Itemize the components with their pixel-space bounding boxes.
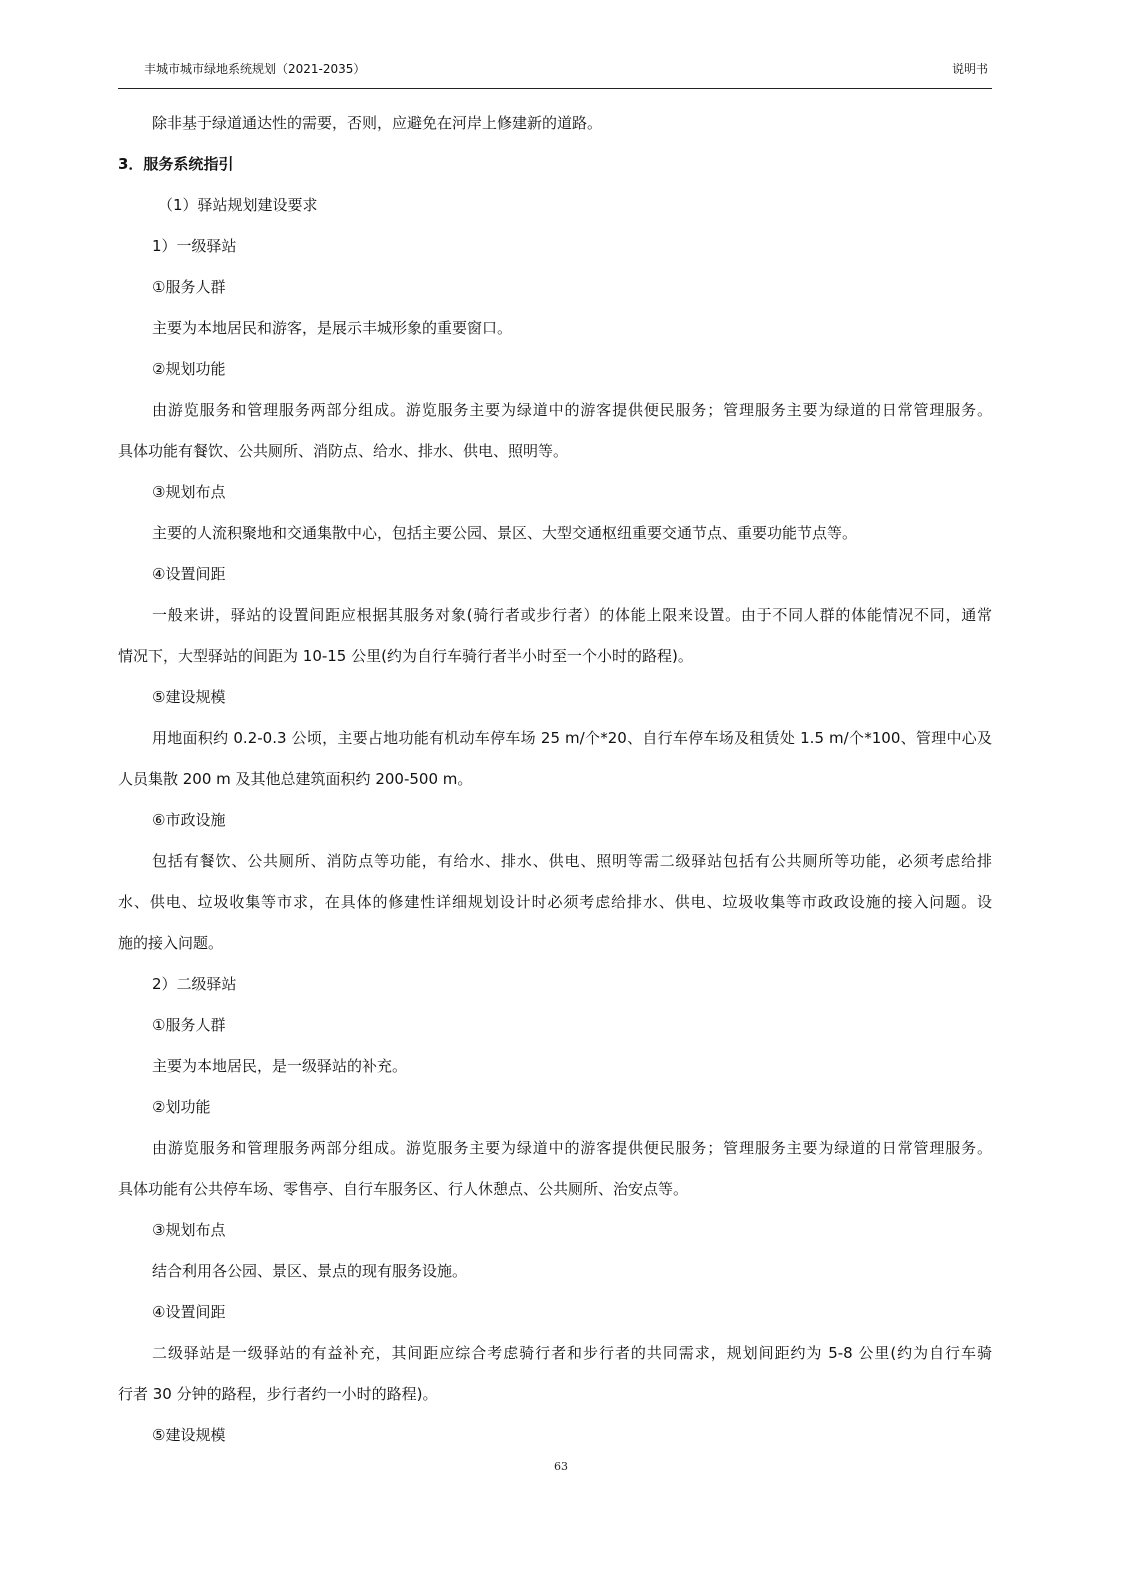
item-subheading: ⑤建设规模 — [152, 1426, 226, 1444]
document-type: 说明书 — [951, 62, 988, 76]
item-subheading: ⑤建设规模 — [152, 688, 226, 706]
paragraph-continuation: 情况下，大型驿站的间距为 10-15 公里(约为自行车骑行者半小时至一个小时的路程)。 — [118, 647, 693, 665]
item-heading: 2）二级驿站 — [152, 975, 237, 993]
item-subheading: ②划功能 — [152, 1098, 211, 1116]
document-title: 丰城市城市绿地系统规划（2021-2035） — [144, 62, 366, 76]
paragraph: 主要为本地居民，是一级驿站的补充。 — [152, 1057, 408, 1075]
paragraph-continuation: 施的接入问题。 — [118, 934, 224, 952]
item-subheading: ③规划布点 — [152, 483, 226, 501]
paragraph: 结合利用各公园、景区、景点的现有服务设施。 — [152, 1262, 468, 1280]
paragraph-continuation: 行者 30 分钟的路程，步行者约一小时的路程)。 — [118, 1385, 438, 1403]
paragraph: 主要为本地居民和游客，是展示丰城形象的重要窗口。 — [152, 319, 513, 337]
paragraph: 由游览服务和管理服务两部分组成。游览服务主要为绿道中的游客提供便民服务；管理服务主要为绿道的日常管理服务。 — [152, 401, 992, 419]
item-subheading: ③规划布点 — [152, 1221, 226, 1239]
paragraph-continuation: 水、供电、垃圾收集等市求，在具体的修建性详细规划设计时必须考虑给排水、供电、垃圾收集等市政政设施的接入问题。设 — [118, 893, 992, 911]
item-subheading: ②规划功能 — [152, 360, 226, 378]
page-body — [118, 103, 992, 1456]
item-subheading: ④设置间距 — [152, 565, 226, 583]
paragraph: 用地面积约 0.2-0.3 公顷，主要占地功能有机动车停车场 25 m/个*20、自行车停车场及租赁处 1.5 m/个*100、管理中心及 — [152, 729, 992, 747]
paragraph: 包括有餐饮、公共厕所、消防点等功能，有给水、排水、供电、照明等需二级驿站包括有公共厕所等功能，必须考虑给排 — [152, 852, 992, 870]
paragraph: 由游览服务和管理服务两部分组成。游览服务主要为绿道中的游客提供便民服务；管理服务主要为绿道的日常管理服务。 — [152, 1139, 992, 1157]
item-subheading: ①服务人群 — [152, 1016, 226, 1034]
paragraph-continuation: 具体功能有公共停车场、零售亭、自行车服务区、行人休憩点、公共厕所、治安点等。 — [118, 1180, 689, 1198]
page-header — [118, 52, 992, 89]
item-subheading: ④设置间距 — [152, 1303, 226, 1321]
item-subheading: ①服务人群 — [152, 278, 226, 296]
item-subheading: ⑥市政设施 — [152, 811, 226, 829]
paragraph-continuation: 具体功能有餐饮、公共厕所、消防点、给水、排水、供电、照明等。 — [118, 442, 569, 460]
paragraph: 一般来讲，驿站的设置间距应根据其服务对象(骑行者或步行者）的体能上限来设置。由于不同人群的体能情况不同，通常 — [152, 606, 992, 624]
item-heading: 1）一级驿站 — [152, 237, 237, 255]
section-heading: 3．服务系统指引 — [118, 155, 234, 173]
paragraph: 二级驿站是一级驿站的有益补充，其间距应综合考虑骑行者和步行者的共同需求，规划间距约为 5-8 公里(约为自行车骑 — [152, 1344, 992, 1362]
paragraph-continuation: 人员集散 200 m 及其他总建筑面积约 200-500 m。 — [118, 770, 473, 788]
paragraph: 主要的人流积聚地和交通集散中心，包括主要公园、景区、大型交通枢纽重要交通节点、重要功能节点等。 — [152, 524, 858, 542]
page-number: 63 — [554, 1460, 568, 1473]
paragraph: 除非基于绿道通达性的需要，否则，应避免在河岸上修建新的道路。 — [152, 114, 603, 132]
subsection-heading: （1）驿站规划建设要求 — [158, 196, 318, 214]
